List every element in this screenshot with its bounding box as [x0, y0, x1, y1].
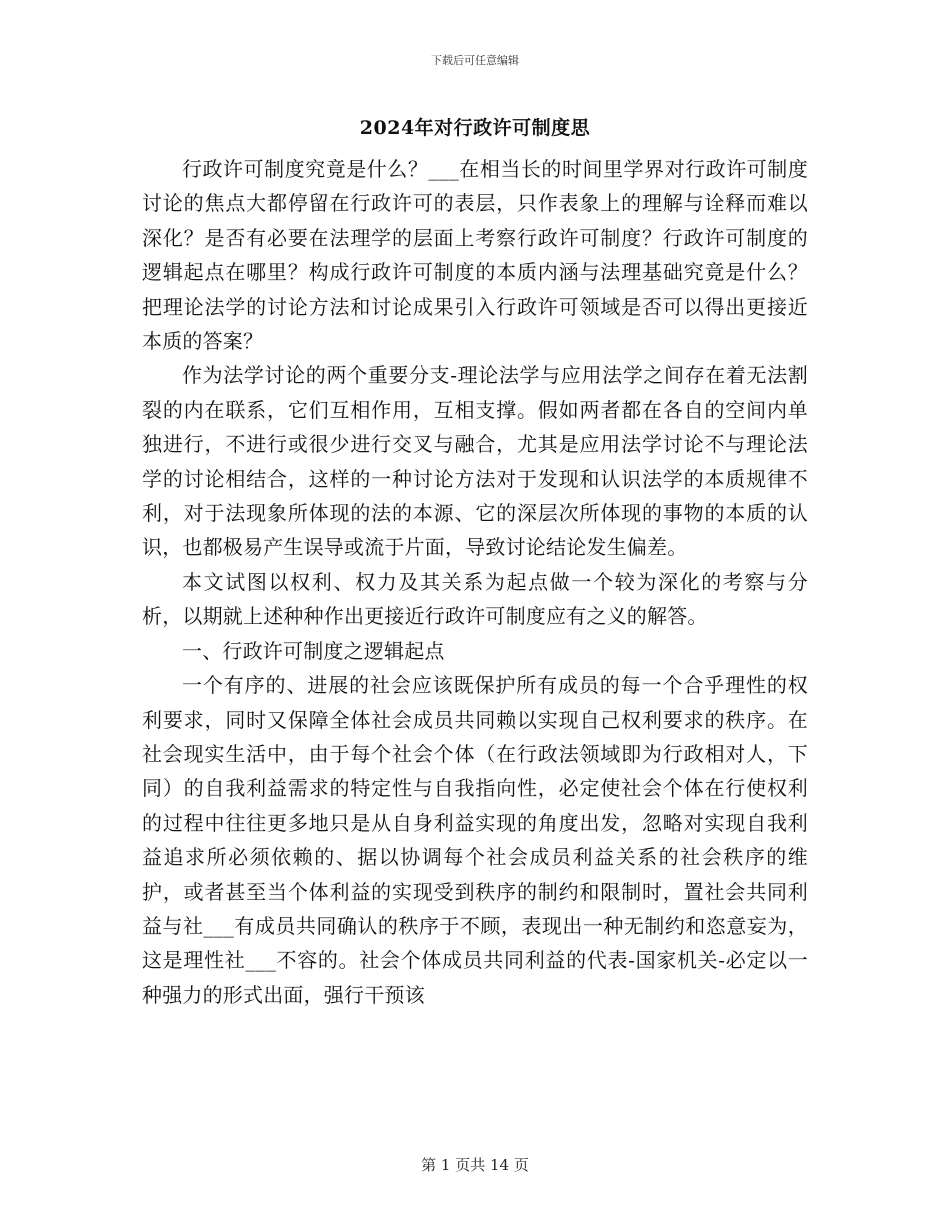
paragraph: 行政许可制度究竟是什么？___在相当长的时间里学界对行政许可制度讨论的焦点大都停留在行政许可的表层，只作表象上的理解与诠释而难以深化？是否有必要在法理学的层面上考察行政许可制度？行政许可制度的逻辑起点在哪里？构成行政许可制度的本质内涵与法理基础究竟是什么？把理论法学的讨论方法和讨论成果引入行政许可领域是否可以得出更接近本质的答案？ [142, 157, 808, 354]
paragraph: 作为法学讨论的两个重要分支-理论法学与应用法学之间存在着无法割裂的内在联系，它们互相作用，互相支撑。假如两者都在各自的空间内单独进行，不进行或很少进行交叉与融合，尤其是应用法学讨论不与理论法学的讨论相结合，这样的一种讨论方法对于发现和认识法学的本质规律不利，对于法现象所体现的法的本源、它的深层次所体现的事物的本质的认识，也都极易产生误导或流于片面，导致讨论结论发生偏差。 [142, 363, 808, 560]
document-title: 2024年对行政许可制度思 [359, 117, 591, 139]
page-number: 第 1 页共 14 页 [421, 1156, 529, 1174]
paragraph: 一个有序的、进展的社会应该既保护所有成员的每一个合乎理性的权利要求，同时又保障全体社会成员共同赖以实现自己权利要求的秩序。在社会现实生活中，由于每个社会个体（在行政法领域即为行政相对人，下同）的自我利益需求的特定性与自我指向性，必定使社会个体在行使权利的过程中往往更多地只是从自身利益实现的角度出发，忽略对实现自我利益追求所必须依赖的、据以协调每个社会成员利益关系的社会秩序的维护，或者甚至当个体利益的实现受到秩序的制约和限制时，置社会共同利益与社___有成员共同确认的秩序于不顾，表现出一种无制约和恣意妄为，这是理性社___不容的。社会个体成员共同利益的代表-国家机关-必定以一种强力的形式出面，强行干预该 [142, 673, 808, 1007]
section-heading: 一、行政许可制度之逻辑起点 [182, 638, 445, 663]
document-body [142, 152, 808, 1012]
paragraph: 本文试图以权利、权力及其关系为起点做一个较为深化的考察与分析，以期就上述种种作出更接近行政许可制度应有之义的解答。 [142, 569, 808, 629]
page-header-note: 下载后可任意编辑 [431, 54, 519, 67]
